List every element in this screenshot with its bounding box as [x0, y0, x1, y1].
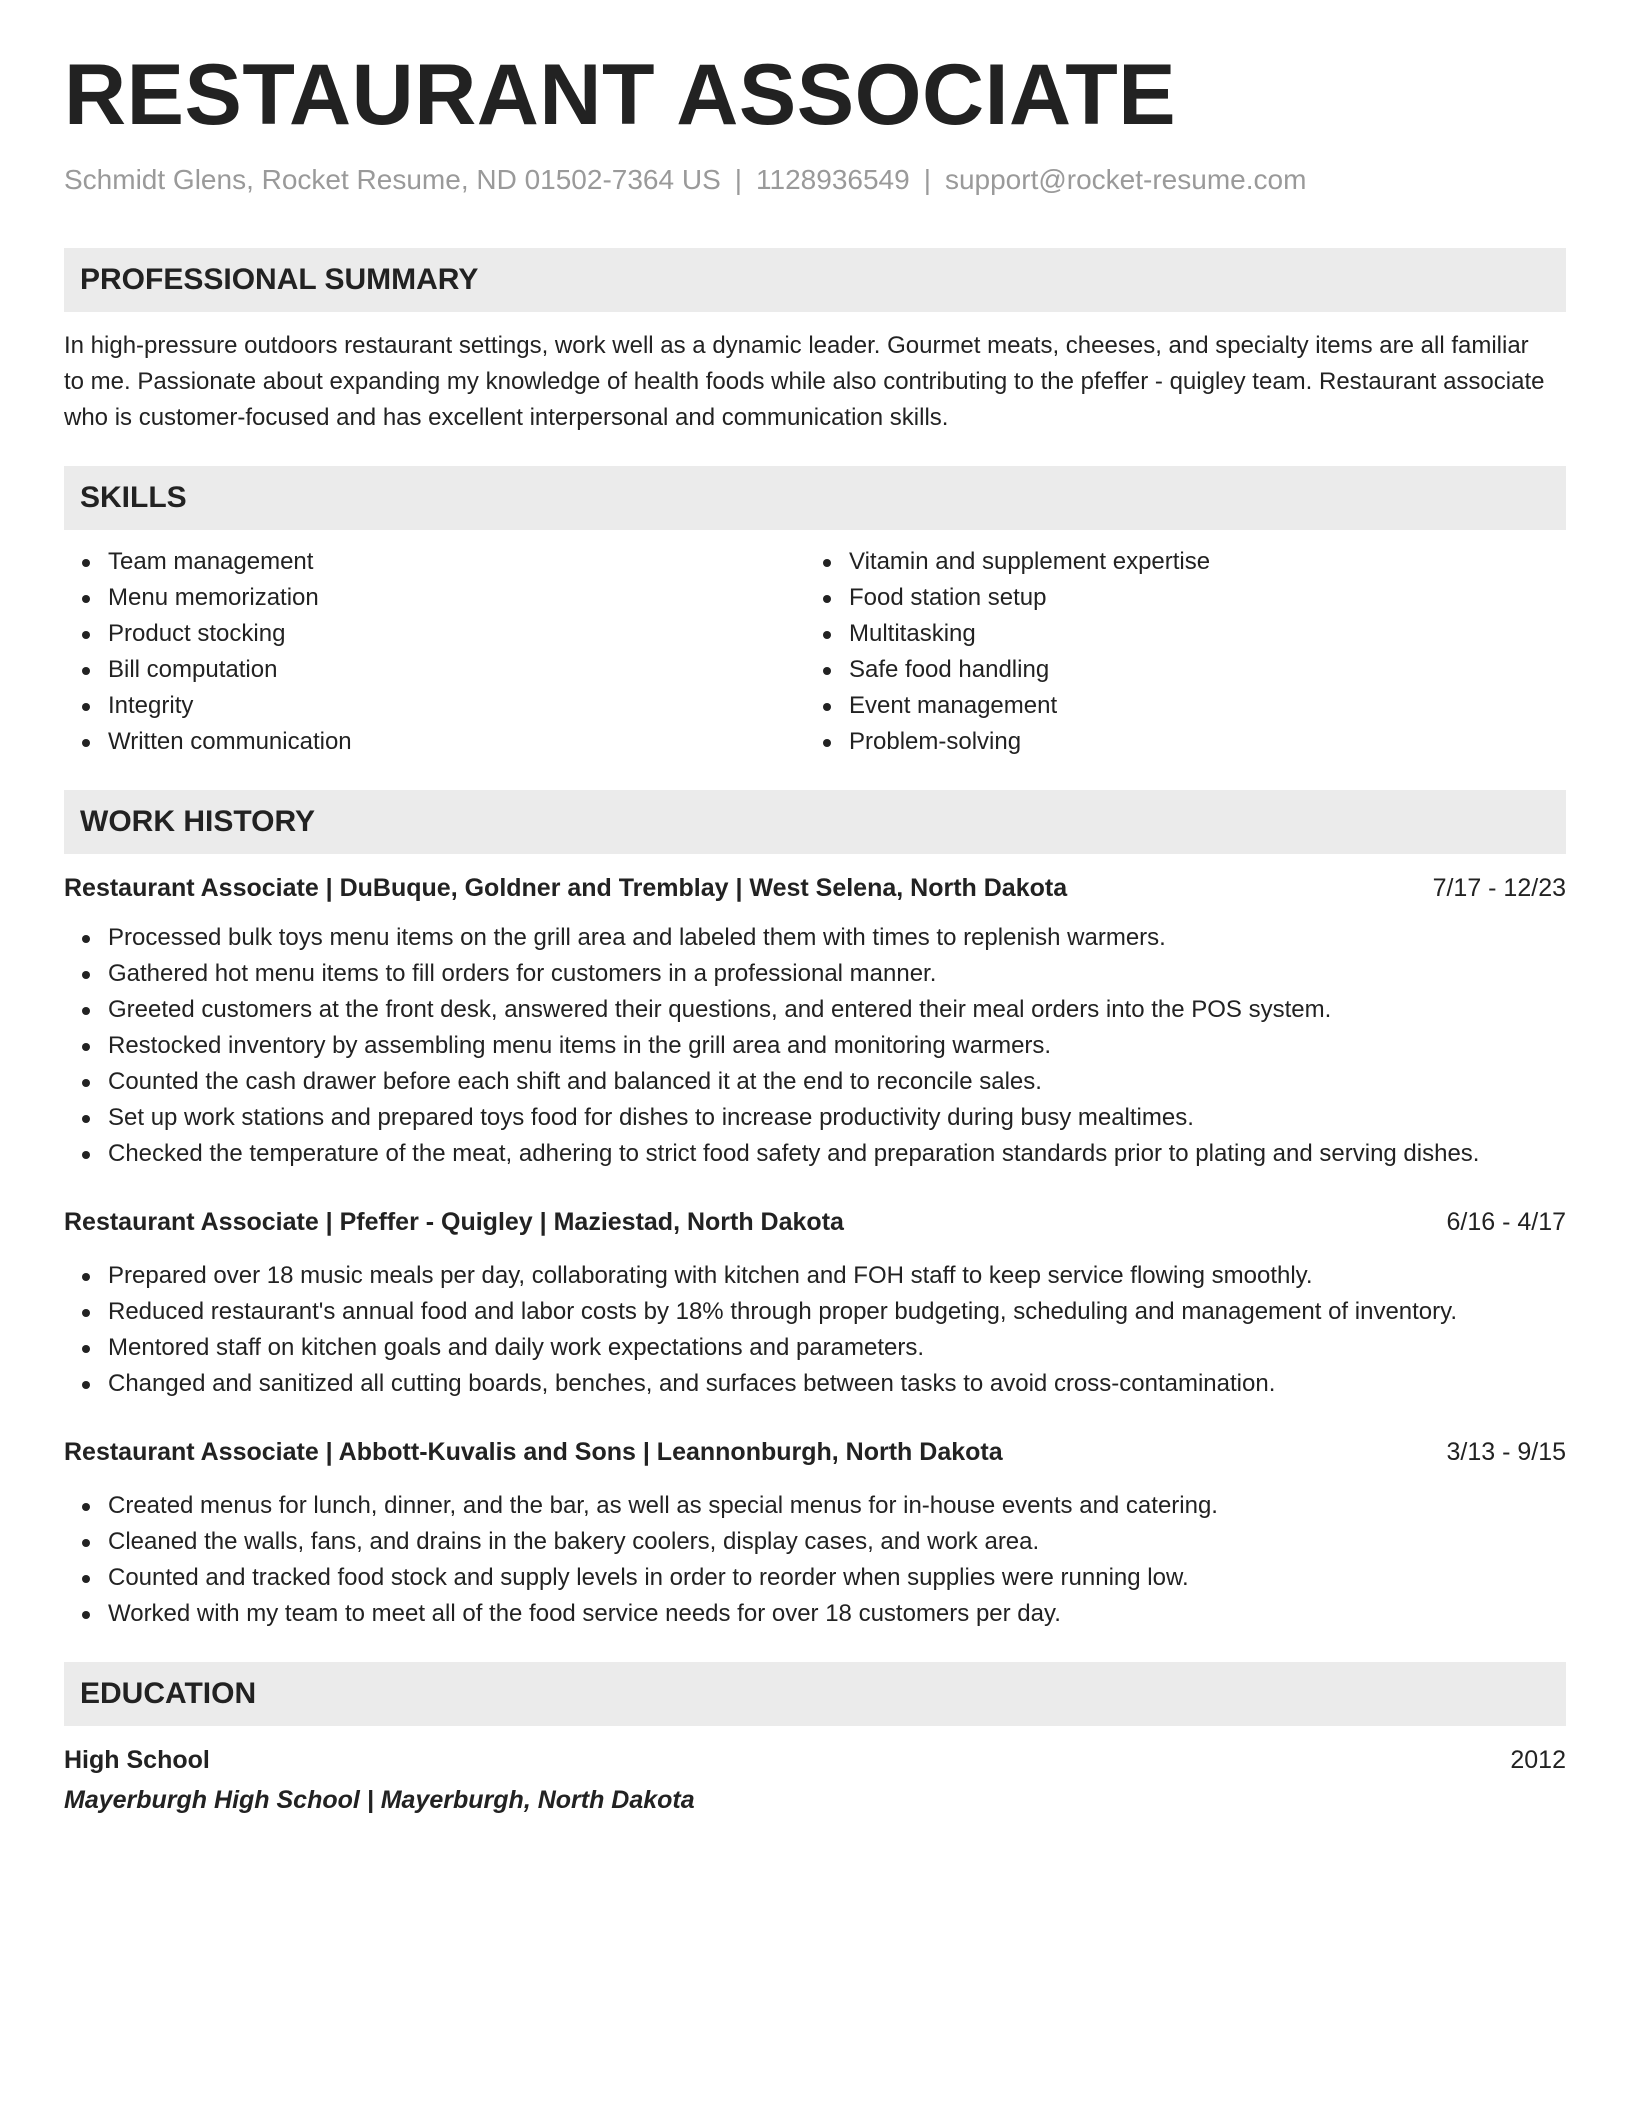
skill-item: Team management	[108, 544, 805, 580]
job-entry	[64, 1434, 1566, 1632]
job-dates: 7/17 - 12/23	[1432, 874, 1566, 902]
job-bullet: Processed bulk toys menu items on the grill area and labeled them with times to replenish warmers.	[108, 920, 1566, 956]
job-bullet: Mentored staff on kitchen goals and daily work expectations and parameters.	[108, 1330, 1566, 1366]
skill-item: Menu memorization	[108, 580, 805, 616]
job-bullets	[64, 920, 1566, 1172]
job-bullet: Greeted customers at the front desk, answered their questions, and entered their meal orders into the POS system.	[108, 992, 1566, 1028]
skill-item: Bill computation	[108, 652, 805, 688]
skills-column-left	[64, 544, 805, 760]
contact-separator: |	[923, 164, 931, 195]
contact-email: support@rocket-resume.com	[944, 164, 1307, 195]
skill-item: Written communication	[108, 724, 805, 760]
contact-phone: 1128936549	[756, 164, 910, 195]
job-bullet: Worked with my team to meet all of the food service needs for over 18 customers per day.	[108, 1596, 1566, 1632]
education-school: Mayerburgh High School | Mayerburgh, North Dakota	[64, 1786, 695, 1814]
skill-item: Event management	[849, 688, 1546, 724]
job-bullet: Gathered hot menu items to fill orders for customers in a professional manner.	[108, 956, 1566, 992]
education-degree: High School	[64, 1746, 210, 1774]
job-bullet: Reduced restaurant's annual food and labor costs by 18% through proper budgeting, scheduling and management of inventory.	[108, 1294, 1566, 1330]
skill-item: Multitasking	[849, 616, 1546, 652]
skills-column-right	[805, 544, 1546, 760]
job-entry	[64, 870, 1566, 1172]
section-heading-skills: SKILLS	[64, 466, 1566, 530]
section-heading-summary: PROFESSIONAL SUMMARY	[64, 248, 1566, 312]
job-entry	[64, 1204, 1566, 1402]
skill-item: Integrity	[108, 688, 805, 724]
skill-item: Safe food handling	[849, 652, 1546, 688]
job-bullets	[64, 1488, 1566, 1632]
skill-item: Vitamin and supplement expertise	[849, 544, 1546, 580]
skill-item: Problem-solving	[849, 724, 1546, 760]
contact-separator: |	[734, 164, 743, 195]
job-bullet: Counted and tracked food stock and supply levels in order to reorder when supplies were running low.	[108, 1560, 1566, 1596]
section-heading-education: EDUCATION	[64, 1662, 1566, 1726]
education-year: 2012	[1510, 1746, 1566, 1774]
job-bullet: Checked the temperature of the meat, adhering to strict food safety and preparation standards prior to plating and serving dishes.	[108, 1136, 1566, 1172]
skill-item: Food station setup	[849, 580, 1546, 616]
section-heading-work: WORK HISTORY	[64, 790, 1566, 854]
job-bullet: Changed and sanitized all cutting boards, benches, and surfaces between tasks to avoid cross-contamination.	[108, 1366, 1566, 1402]
education-header	[64, 1742, 1566, 1778]
job-bullet: Cleaned the walls, fans, and drains in the bakery coolers, display cases, and work area.	[108, 1524, 1566, 1560]
job-header	[64, 1204, 1566, 1240]
contact-address: Schmidt Glens, Rocket Resume, ND 01502-7364 US	[64, 164, 721, 195]
summary-text: In high-pressure outdoors restaurant settings, work well as a dynamic leader. Gourmet meats, cheeses, and specialty items are all familiar to me. Passionate about expanding my knowledge of health foods while also contributing to the pfeffer - quigley team. Restaurant associate who is customer-focused and has excellent interpersonal and communication skills.	[64, 332, 1545, 431]
contact-line	[64, 164, 1566, 196]
job-title: Restaurant Associate | Abbott-Kuvalis and Sons | Leannonburgh, North Dakota	[64, 1438, 1003, 1466]
job-bullets	[64, 1258, 1566, 1402]
job-bullet: Set up work stations and prepared toys food for dishes to increase productivity during busy mealtimes.	[108, 1100, 1566, 1136]
job-bullet: Prepared over 18 music meals per day, collaborating with kitchen and FOH staff to keep service flowing smoothly.	[108, 1258, 1566, 1294]
resume-page	[64, 47, 1566, 1818]
job-bullet: Restocked inventory by assembling menu items in the grill area and monitoring warmers.	[108, 1028, 1566, 1064]
skill-item: Product stocking	[108, 616, 805, 652]
job-bullet: Created menus for lunch, dinner, and the bar, as well as special menus for in-house events and catering.	[108, 1488, 1566, 1524]
job-bullet: Counted the cash drawer before each shift and balanced it at the end to reconcile sales.	[108, 1064, 1566, 1100]
job-header	[64, 1434, 1566, 1470]
job-title: Restaurant Associate | DuBuque, Goldner and Tremblay | West Selena, North Dakota	[64, 874, 1068, 902]
skills-list	[64, 544, 1566, 760]
job-title: Restaurant Associate | Pfeffer - Quigley | Maziestad, North Dakota	[64, 1208, 844, 1236]
resume-name: RESTAURANT ASSOCIATE	[64, 47, 1177, 143]
job-header	[64, 870, 1566, 906]
job-dates: 3/13 - 9/15	[1446, 1438, 1566, 1466]
job-dates: 6/16 - 4/17	[1446, 1208, 1566, 1236]
education-entry	[64, 1742, 1566, 1818]
